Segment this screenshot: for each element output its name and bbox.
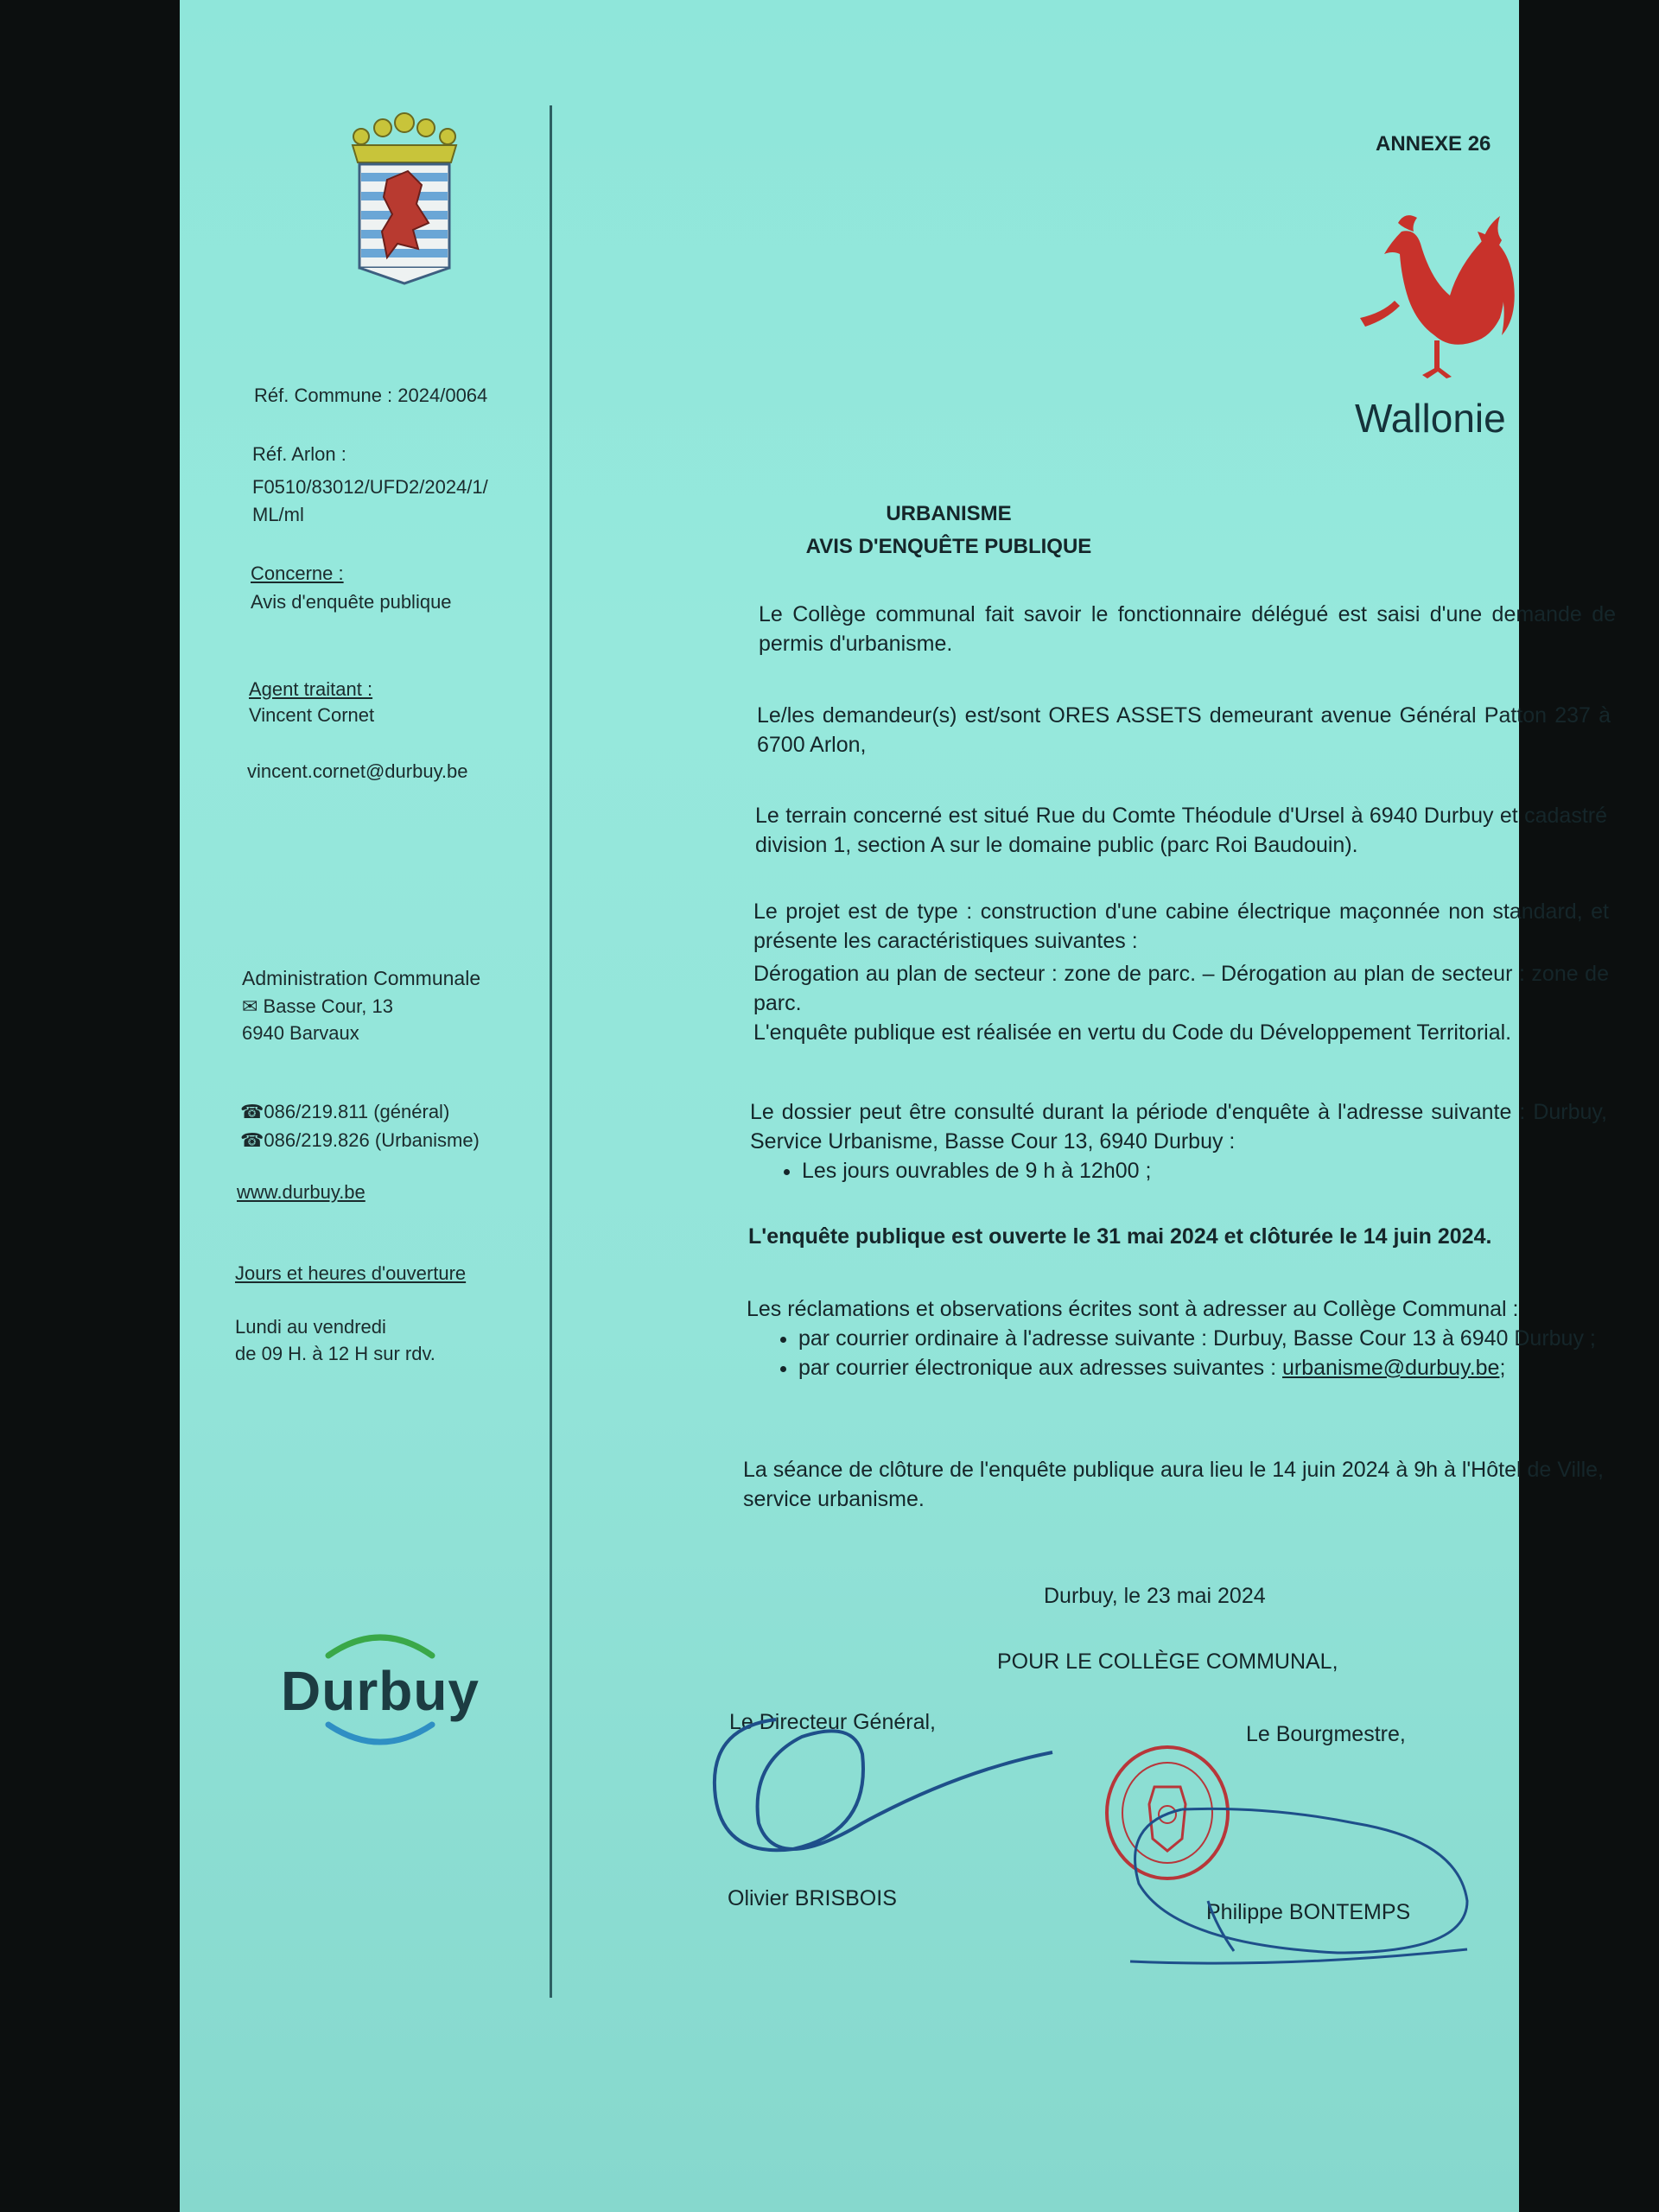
sidebar — [180, 0, 551, 2212]
list-item: • par courrier électronique aux adresses suivantes : urbanisme@durbuy.be; — [798, 1353, 1605, 1382]
concerne-label: Concerne : — [251, 563, 344, 584]
paragraph-3: Le terrain concerné est situé Rue du Comte Théodule d'Ursel à 6940 Durbuy et cadastré division 1, section A sur le domaine public (parc Roi Baudouin). — [755, 804, 1607, 857]
paragraph-5 — [750, 1097, 1607, 1185]
paragraph-2: Le/les demandeur(s) est/sont ORES ASSETS demeurant avenue Général Patton 237 à 6700 Arlon, — [757, 703, 1611, 757]
logo-arc-bottom-icon — [320, 1721, 441, 1754]
mayor-name: Philippe BONTEMPS — [1206, 1900, 1411, 1924]
paragraph-4a: Le projet est de type : construction d'une cabine électrique maçonnée non standard, et présente les caractéristiques suivantes : — [753, 899, 1609, 953]
list-item: • Les jours ouvrables de 9 h à 12h00 ; — [802, 1156, 1607, 1185]
notice-panel — [180, 0, 1616, 2212]
paragraph-1: Le Collège communal fait savoir le fonctionnaire délégué est saisi d'une demande de permis d'urbanisme. — [759, 602, 1616, 656]
agent-name: Vincent Cornet — [249, 704, 375, 726]
director-name: Olivier BRISBOIS — [728, 1886, 897, 1910]
phone1: ☎086/219.811 (général) — [240, 1101, 450, 1122]
phone2: ☎086/219.826 (Urbanisme) — [240, 1129, 480, 1151]
address-line1: ✉ Basse Cour, 13 — [242, 995, 393, 1017]
admin-title: Administration Communale — [242, 967, 481, 989]
hours-line1: Lundi au vendredi — [235, 1316, 386, 1338]
concerne-value: Avis d'enquête publique — [251, 591, 452, 613]
paragraph-4b: Dérogation au plan de secteur : zone de parc. – Dérogation au plan de secteur : zone de parc. — [753, 962, 1609, 1015]
rooster-icon — [1348, 206, 1521, 387]
durbuy-logo: Durbuy — [259, 1624, 501, 1754]
paragraph-6: L'enquête publique est ouverte le 31 mai 2024 et clôturée le 14 juin 2024. — [748, 1224, 1492, 1249]
mayor-title-wrap — [1246, 1719, 1406, 1749]
phone-icon: ☎ — [240, 1101, 264, 1122]
paragraph-4 — [753, 897, 1609, 1047]
mayor-signature-icon — [1113, 1797, 1476, 1970]
ref-arlon-line2: ML/ml — [252, 504, 304, 525]
website-link[interactable]: www.durbuy.be — [237, 1181, 365, 1203]
hours-title: Jours et heures d'ouverture — [235, 1262, 467, 1284]
ref-arlon-label: Réf. Arlon : — [252, 443, 346, 465]
logo-arc-top-icon — [320, 1624, 441, 1659]
paragraph-5-text: Le dossier peut être consulté durant la période d'enquête à l'adresse suivante : Durbuy, Service Urbanisme, Basse Cour 13, 6940 Durbuy : — [750, 1100, 1607, 1154]
agent-email[interactable]: vincent.cornet@durbuy.be — [247, 760, 468, 782]
notice-title1: URBANISME — [886, 502, 1012, 525]
coat-of-arms-icon — [344, 111, 465, 289]
director-title: Le Directeur Général, — [729, 1710, 937, 1734]
for-college: POUR LE COLLÈGE COMMUNAL, — [997, 1649, 1338, 1674]
divider — [550, 105, 552, 1998]
hours-line2: de 09 H. à 12 H sur rdv. — [235, 1343, 435, 1364]
notice-title2: AVIS D'ENQUÊTE PUBLIQUE — [805, 535, 1092, 558]
paragraph-8: La séance de clôture de l'enquête publique aura lieu le 14 juin 2024 à 9h à l'Hôtel de Ville, service urbanisme. — [743, 1458, 1604, 1511]
paragraph-7-text: Les réclamations et observations écrites sont à adresser au Collège Communal : — [747, 1297, 1519, 1321]
list-item: • par courrier ordinaire à l'adresse suivante : Durbuy, Basse Cour 13 à 6940 Durbuy ; — [798, 1324, 1605, 1353]
ref-arlon-line1: F0510/83012/UFD2/2024/1/ — [252, 476, 488, 498]
mail-icon: ✉ — [242, 995, 264, 1017]
agent-label: Agent traitant : — [249, 678, 373, 700]
phone-icon: ☎ — [240, 1129, 264, 1151]
mayor-title: Le Bourgmestre, — [1246, 1722, 1406, 1746]
region-name: Wallonie — [1355, 396, 1506, 441]
place-date: Durbuy, le 23 mai 2024 — [1044, 1584, 1266, 1608]
annex-label: ANNEXE 26 — [1376, 132, 1491, 156]
urbanisme-email-link[interactable]: urbanisme@durbuy.be — [1282, 1356, 1500, 1380]
address-line2: 6940 Barvaux — [242, 1022, 359, 1044]
ref-commune: Réf. Commune : 2024/0064 — [254, 385, 488, 406]
director-signature-icon — [698, 1702, 1061, 1892]
paragraph-4c: L'enquête publique est réalisée en vertu du Code du Développement Territorial. — [753, 1020, 1512, 1045]
paragraph-7 — [747, 1294, 1605, 1382]
notice-body — [560, 0, 1616, 2212]
